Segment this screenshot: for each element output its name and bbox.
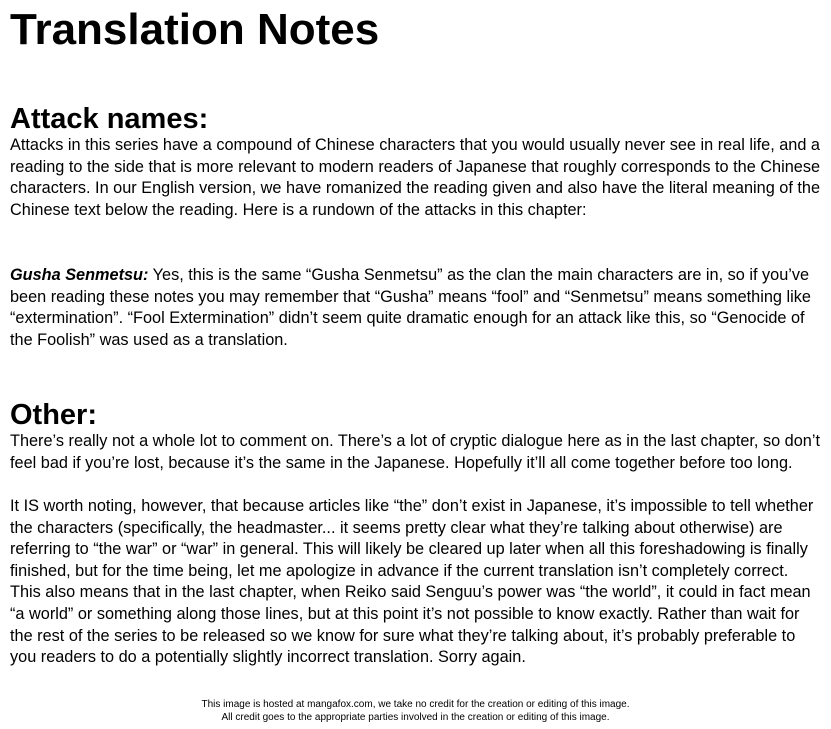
other-paragraph-2: It IS worth noting, however, that because articles like “the” don’t exist in Japanese, it’s impossible to tell whether the characters (specifically, the headmaster... it seems pretty clear what they’re talking about otherwise) are referring to “the war” or “war” in general. This will likely be cleared up later when all this foreshadowing is finally finished, but for the time being, let me apologize in advance if the current translation isn’t completely correct. This also means that in the last chapter, when Reiko said Senguu’s power was “the world”, it could in fact mean “a world” or something along those lines, but at this point it’s not possible to know exactly. Rather than wait for the rest of the series to be released so we know for sure what they’re talking about, it’s probably preferable to you readers to do a potentially slightly incorrect translation. Sorry again. <box>10 497 814 667</box>
gusha-senmetsu-term: Gusha Senmetsu: <box>10 266 149 284</box>
hosting-credit-line-2: All credit goes to the appropriate parties involved in the creation or editing of this image. <box>221 712 610 723</box>
page-title: Translation Notes <box>10 5 380 54</box>
gusha-senmetsu-explanation: Yes, this is the same “Gusha Senmetsu” as the clan the main characters are in, so if you’ve been reading these notes you may remember that “Gusha” means “fool” and “Senmetsu” means something like “extermination”. “Fool Extermination” didn’t seem quite dramatic enough for an attack like this, so “Genocide of the Foolish” was used as a translation. <box>10 266 811 349</box>
other-paragraph-1: There’s really not a whole lot to comment on. There’s a lot of cryptic dialogue here as in the last chapter, so don’t feel bad if you’re lost, because it’s the same in the Japanese. Hopefully it’ll all come together before too long. <box>10 432 820 472</box>
hosting-credit-line-1: This image is hosted at mangafox.com, we take no credit for the creation or editing of this image. <box>201 699 630 710</box>
attack-names-intro-paragraph: Attacks in this series have a compound of Chinese characters that you would usually never see in real life, and a reading to the side that is more relevant to modern readers of Japanese that roughly corresponds to the Chinese characters. In our English version, we have romanized the reading given and also have the literal meaning of the Chinese text below the reading. Here is a rundown of the attacks in this chapter: <box>10 136 821 219</box>
other-heading: Other: <box>10 399 97 431</box>
attack-names-heading: Attack names: <box>10 103 209 135</box>
gusha-senmetsu-paragraph <box>10 265 822 351</box>
